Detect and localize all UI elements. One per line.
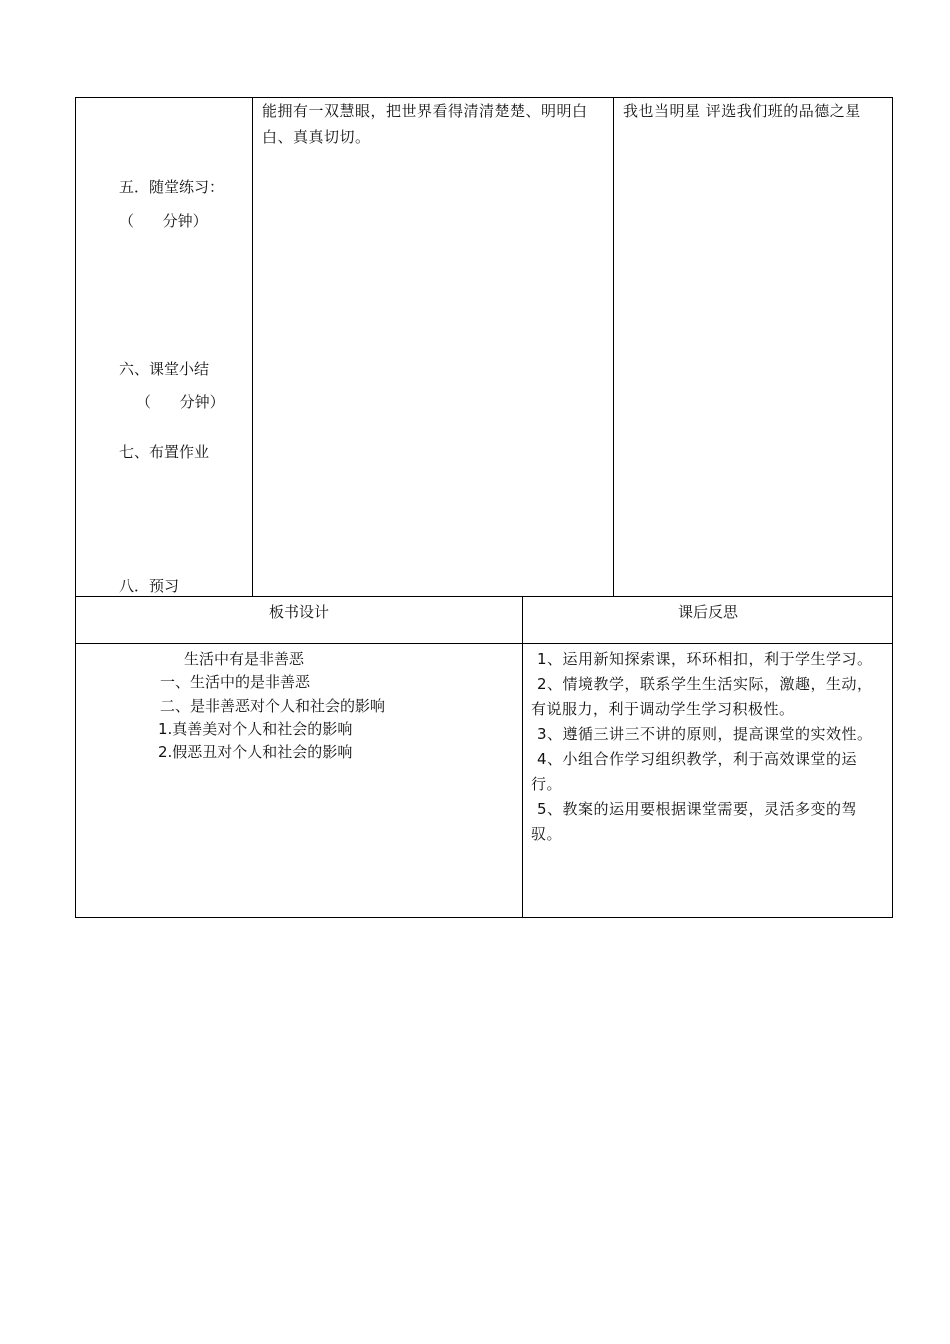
board-title: 生活中有是非善恶 — [184, 650, 305, 668]
activity-text: 能拥有一双慧眼，把世界看得清清楚楚、明明白白、真真切切。 — [262, 102, 588, 146]
board-line: 一、生活中的是非善恶 — [160, 673, 311, 691]
step-practice: 五．随堂练习： — [119, 178, 225, 196]
board-line: 1.真善美对个人和社会的影响 — [158, 720, 353, 738]
board-line: 二、是非善恶对个人和社会的影响 — [160, 697, 386, 715]
reflection-header: 课后反思 — [677, 603, 738, 621]
column-divider — [522, 597, 523, 917]
step-summary-minutes: （ 分钟） — [136, 393, 225, 411]
lesson-steps-table — [75, 97, 893, 597]
board-design-header: 板书设计 — [268, 603, 329, 621]
header-divider — [76, 643, 892, 644]
board-line: 2.假恶丑对个人和社会的影响 — [158, 743, 353, 761]
reflection-item: 5、教案的运用要根据课堂需要，灵活多变的驾驭。 — [531, 800, 858, 843]
reflection-item: 4、小组合作学习组织教学，利于高效课堂的运行。 — [531, 750, 858, 793]
step-summary: 六、课堂小结 — [119, 360, 210, 378]
reflection-content — [531, 647, 887, 847]
column-divider — [613, 98, 614, 596]
step-preview: 八．预习 — [119, 577, 180, 595]
board-reflection-table — [75, 596, 893, 918]
reflection-item: 2、情境教学，联系学生生活实际，激趣，生动，有说服力，利于调动学生学习积极性。 — [531, 675, 873, 718]
reflection-item: 1、运用新知探索课，环环相扣，利于学生学习。 — [537, 650, 873, 668]
step-practice-minutes: （ 分钟） — [119, 212, 208, 230]
step-homework: 七、布置作业 — [119, 443, 210, 461]
column-divider — [252, 98, 253, 596]
reflection-item: 3、遵循三讲三不讲的原则，提高课堂的实效性。 — [537, 725, 873, 743]
activity-note: 我也当明星 评选我们班的品德之星 — [623, 102, 861, 120]
